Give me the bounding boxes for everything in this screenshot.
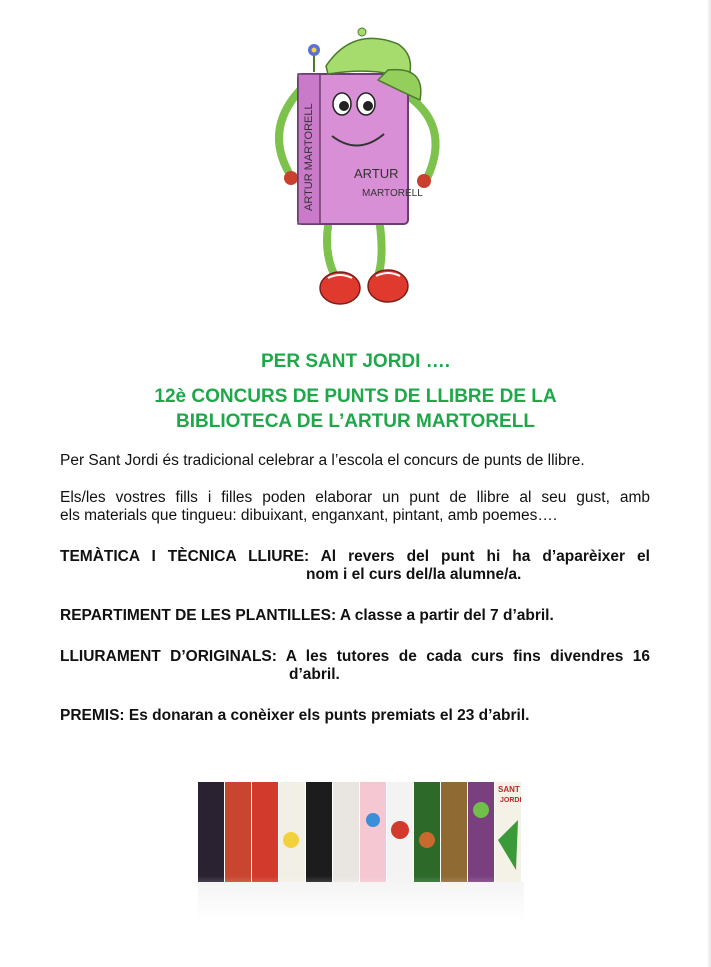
rule-repartiment	[60, 607, 650, 625]
materials-line1: Els/les vostres fills i filles poden elaborar un punt de llibre al seu gust, amb	[60, 489, 650, 506]
mascot-cover-line1: ARTUR	[354, 166, 399, 181]
rule-lliurament-line1: LLIURAMENT D’ORIGINALS: A les tutores de cada curs fins divendres 16	[60, 648, 650, 665]
materials-line2: els materials que tingueu: dibuixant, enganxant, pintant, amb poemes….	[60, 507, 558, 524]
mascot-spine-text: ARTUR MARTORELL	[303, 103, 315, 211]
heading-concurs-line1: 12è CONCURS DE PUNTS DE LLIBRE DE LA	[154, 386, 557, 407]
bookmarks-collage-image	[198, 780, 524, 920]
bookmark-corner-text-1: SANT	[498, 785, 520, 794]
book-mascot-illustration	[258, 26, 458, 316]
rule-lliurament	[60, 648, 650, 684]
rule-tematica-line1: TEMÀTICA I TÈCNICA LLIURE: Al revers del punt hi ha d’aparèixer el	[60, 548, 650, 565]
page-edge	[707, 0, 711, 967]
rule-premis	[60, 707, 650, 725]
mascot-cover-line2: MARTORELL	[362, 188, 423, 199]
intro-paragraph: Per Sant Jordi és tradicional celebrar a l’escola el concurs de punts de llibre.	[60, 452, 585, 469]
rule-tematica	[60, 548, 650, 584]
rule-tematica-line2: nom i el curs del/la alumne/a.	[306, 566, 522, 583]
materials-paragraph	[60, 489, 650, 525]
rule-repartiment-text: REPARTIMENT DE LES PLANTILLES: A classe a partir del 7 d’abril.	[60, 607, 554, 624]
rule-lliurament-line2: d’abril.	[289, 666, 340, 683]
heading-per-sant-jordi: PER SANT JORDI ….	[261, 351, 450, 372]
bookmark-corner-text-2: JORDI	[500, 797, 522, 804]
rule-premis-text: PREMIS: Es donaran a conèixer els punts premiats el 23 d’abril.	[60, 707, 530, 724]
heading-concurs-line2: BIBLIOTECA DE L’ARTUR MARTORELL	[176, 411, 535, 432]
